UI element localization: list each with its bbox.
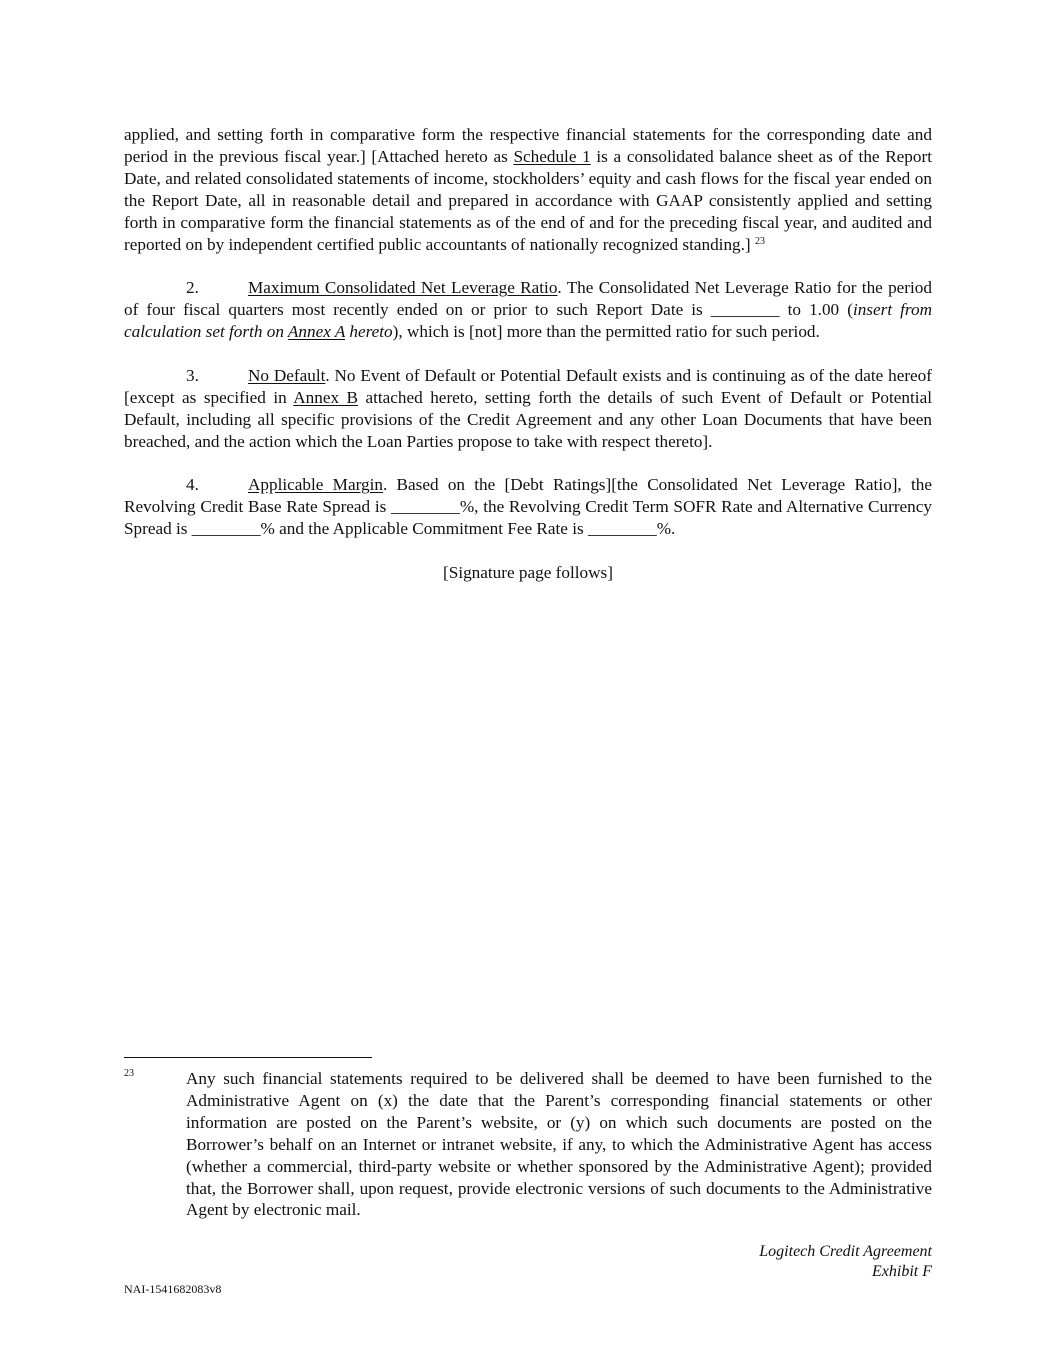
section-4: 4. Applicable Margin. Based on the [Debt Ratings][the Consolidated Net Leverage Ratio], the Revolving Credit Base Rate Spread is ________%, the Revolving Credit Term SOFR Rate and Alternative Currency Spread is ________% and the Applicable Commitment Fee Rate is ________%. bbox=[124, 475, 932, 539]
section-3-heading: No Default bbox=[248, 365, 326, 385]
annex-b-link: Annex B bbox=[293, 387, 359, 407]
section-4-heading: Applicable Margin bbox=[248, 475, 383, 495]
footnote-divider bbox=[124, 1057, 372, 1058]
signature-note: [Signature page follows] bbox=[443, 563, 613, 583]
section-3: 3. No Default. No Event of Default or Potential Default exists and is continuing as of the date hereof [except as specified in Annex B attached hereto, setting forth the details of such Event of Default or Potential Default, including all specific provisions of the Credit Agreement and any other Loan Documents that have been breached, and the action which the Loan Parties propose to take with respect thereto]. bbox=[124, 365, 933, 451]
footnote-number: 23 bbox=[124, 1068, 134, 1079]
intro-paragraph: applied, and setting forth in comparative form the respective financial statements for the corresponding date and period in the previous fiscal year.] [Attached hereto as Schedule 1 is a consolidated balance sheet as of the Report Date, and related consolidated statements of income, stockholders’ equity and cash flows for the fiscal year ended on the Report Date, all in reasonable detail and prepared in accordance with GAAP consistently applied and setting forth in comparative form the financial statements as of the end of and for the preceding fiscal year, and audited and reported on by independent certified public accountants of nationally recognized standing.] $^{23}$ bbox=[124, 125, 932, 254]
footer-title-block bbox=[759, 1242, 932, 1282]
section-4-number: 4. bbox=[186, 475, 199, 495]
section-2-heading: Maximum Consolidated Net Leverage Ratio bbox=[248, 278, 558, 298]
section-2: 2. Maximum Consolidated Net Leverage Ratio. The Consolidated Net Leverage Ratio for the period of four fiscal quarters most recently ended on or prior to such Report Date is ________ to 1.00 (insert from calculation set forth on Annex A hereto), which is [not] more than the permitted ratio for such period. bbox=[124, 278, 932, 342]
schedule-1-link: Schedule 1 bbox=[513, 146, 591, 166]
footnote bbox=[124, 1068, 932, 1221]
document-body bbox=[124, 124, 932, 584]
footnote-text: Any such financial statements required to be delivered shall be deemed to have been furnished to the Administrative Agent on (x) the date that the Parent’s corresponding financial statements or other information are posted on the Parent’s website, or (y) on which such documents are posted on the Borrower’s behalf on an Internet or intranet website, if any, to which the Administrative Agent has access (whether a commercial, third-party website or whether sponsored by the Administrative Agent); provided that, the Borrower shall, upon request, provide electronic versions of such documents to the Administrative Agent by electronic mail. bbox=[186, 1069, 932, 1220]
section-3-number: 3. bbox=[186, 365, 199, 385]
footer-exhibit: Exhibit F bbox=[872, 1263, 932, 1280]
document-id: NAI-1541682083v8 bbox=[124, 1282, 222, 1296]
footer-title: Logitech Credit Agreement bbox=[759, 1243, 932, 1260]
annex-a-link: Annex A bbox=[287, 322, 346, 342]
footnote-ref: 23 bbox=[754, 235, 765, 247]
section-2-number: 2. bbox=[186, 278, 199, 298]
